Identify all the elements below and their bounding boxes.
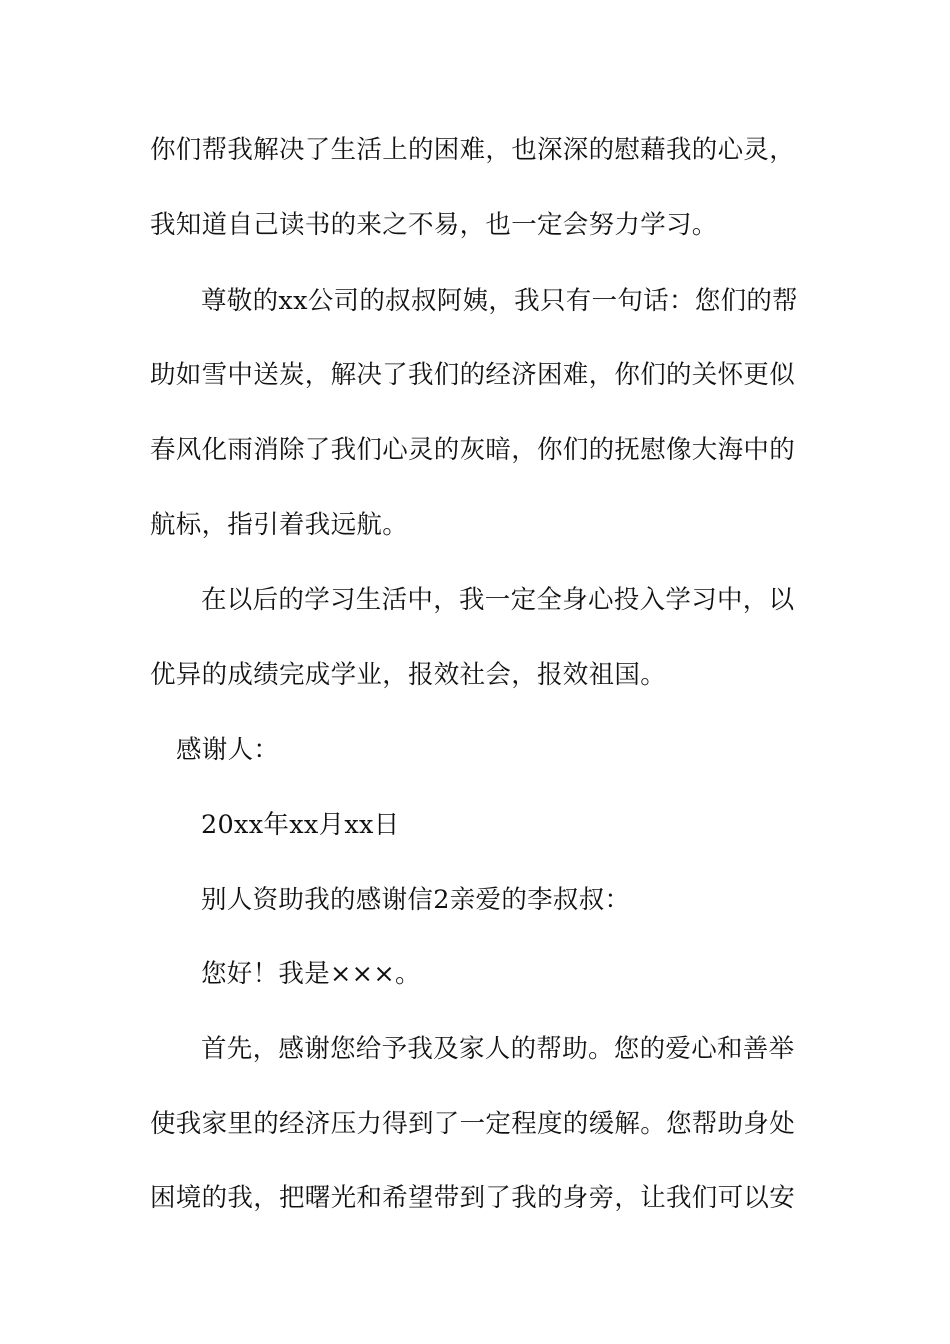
date-line: 20xx年xx月xx日 (201, 810, 400, 840)
paragraph-line: 你们帮我解决了生活上的困难，也深深的慰藉我的心灵， (150, 135, 796, 165)
greeting-line: 您好！我是×××。 (201, 959, 421, 989)
paragraph-line: 困境的我，把曙光和希望带到了我的身旁，让我们可以安 (150, 1183, 796, 1213)
paragraph-line: 在以后的学习生活中，我一定全身心投入学习中，以 (201, 585, 795, 615)
paragraph-line: 使我家里的经济压力得到了一定程度的缓解。您帮助身处 (150, 1109, 796, 1139)
paragraph-line: 优异的成绩完成学业，报效社会，报效祖国。 (150, 660, 667, 690)
letter-heading: 别人资助我的感谢信2亲爱的李叔叔： (201, 885, 631, 915)
signer-label: 感谢人： (176, 735, 280, 765)
paragraph-line: 首先，感谢您给予我及家人的帮助。您的爱心和善举 (201, 1034, 795, 1064)
paragraph-line: 助如雪中送炭，解决了我们的经济困难，你们的关怀更似 (150, 360, 796, 390)
paragraph-line: 春风化雨消除了我们心灵的灰暗，你们的抚慰像大海中的 (150, 435, 796, 465)
paragraph-line: 尊敬的xx公司的叔叔阿姨，我只有一句话：您们的帮 (201, 286, 798, 316)
paragraph-line: 我知道自己读书的来之不易，也一定会努力学习。 (150, 210, 718, 240)
paragraph-line: 航标，指引着我远航。 (150, 510, 409, 540)
